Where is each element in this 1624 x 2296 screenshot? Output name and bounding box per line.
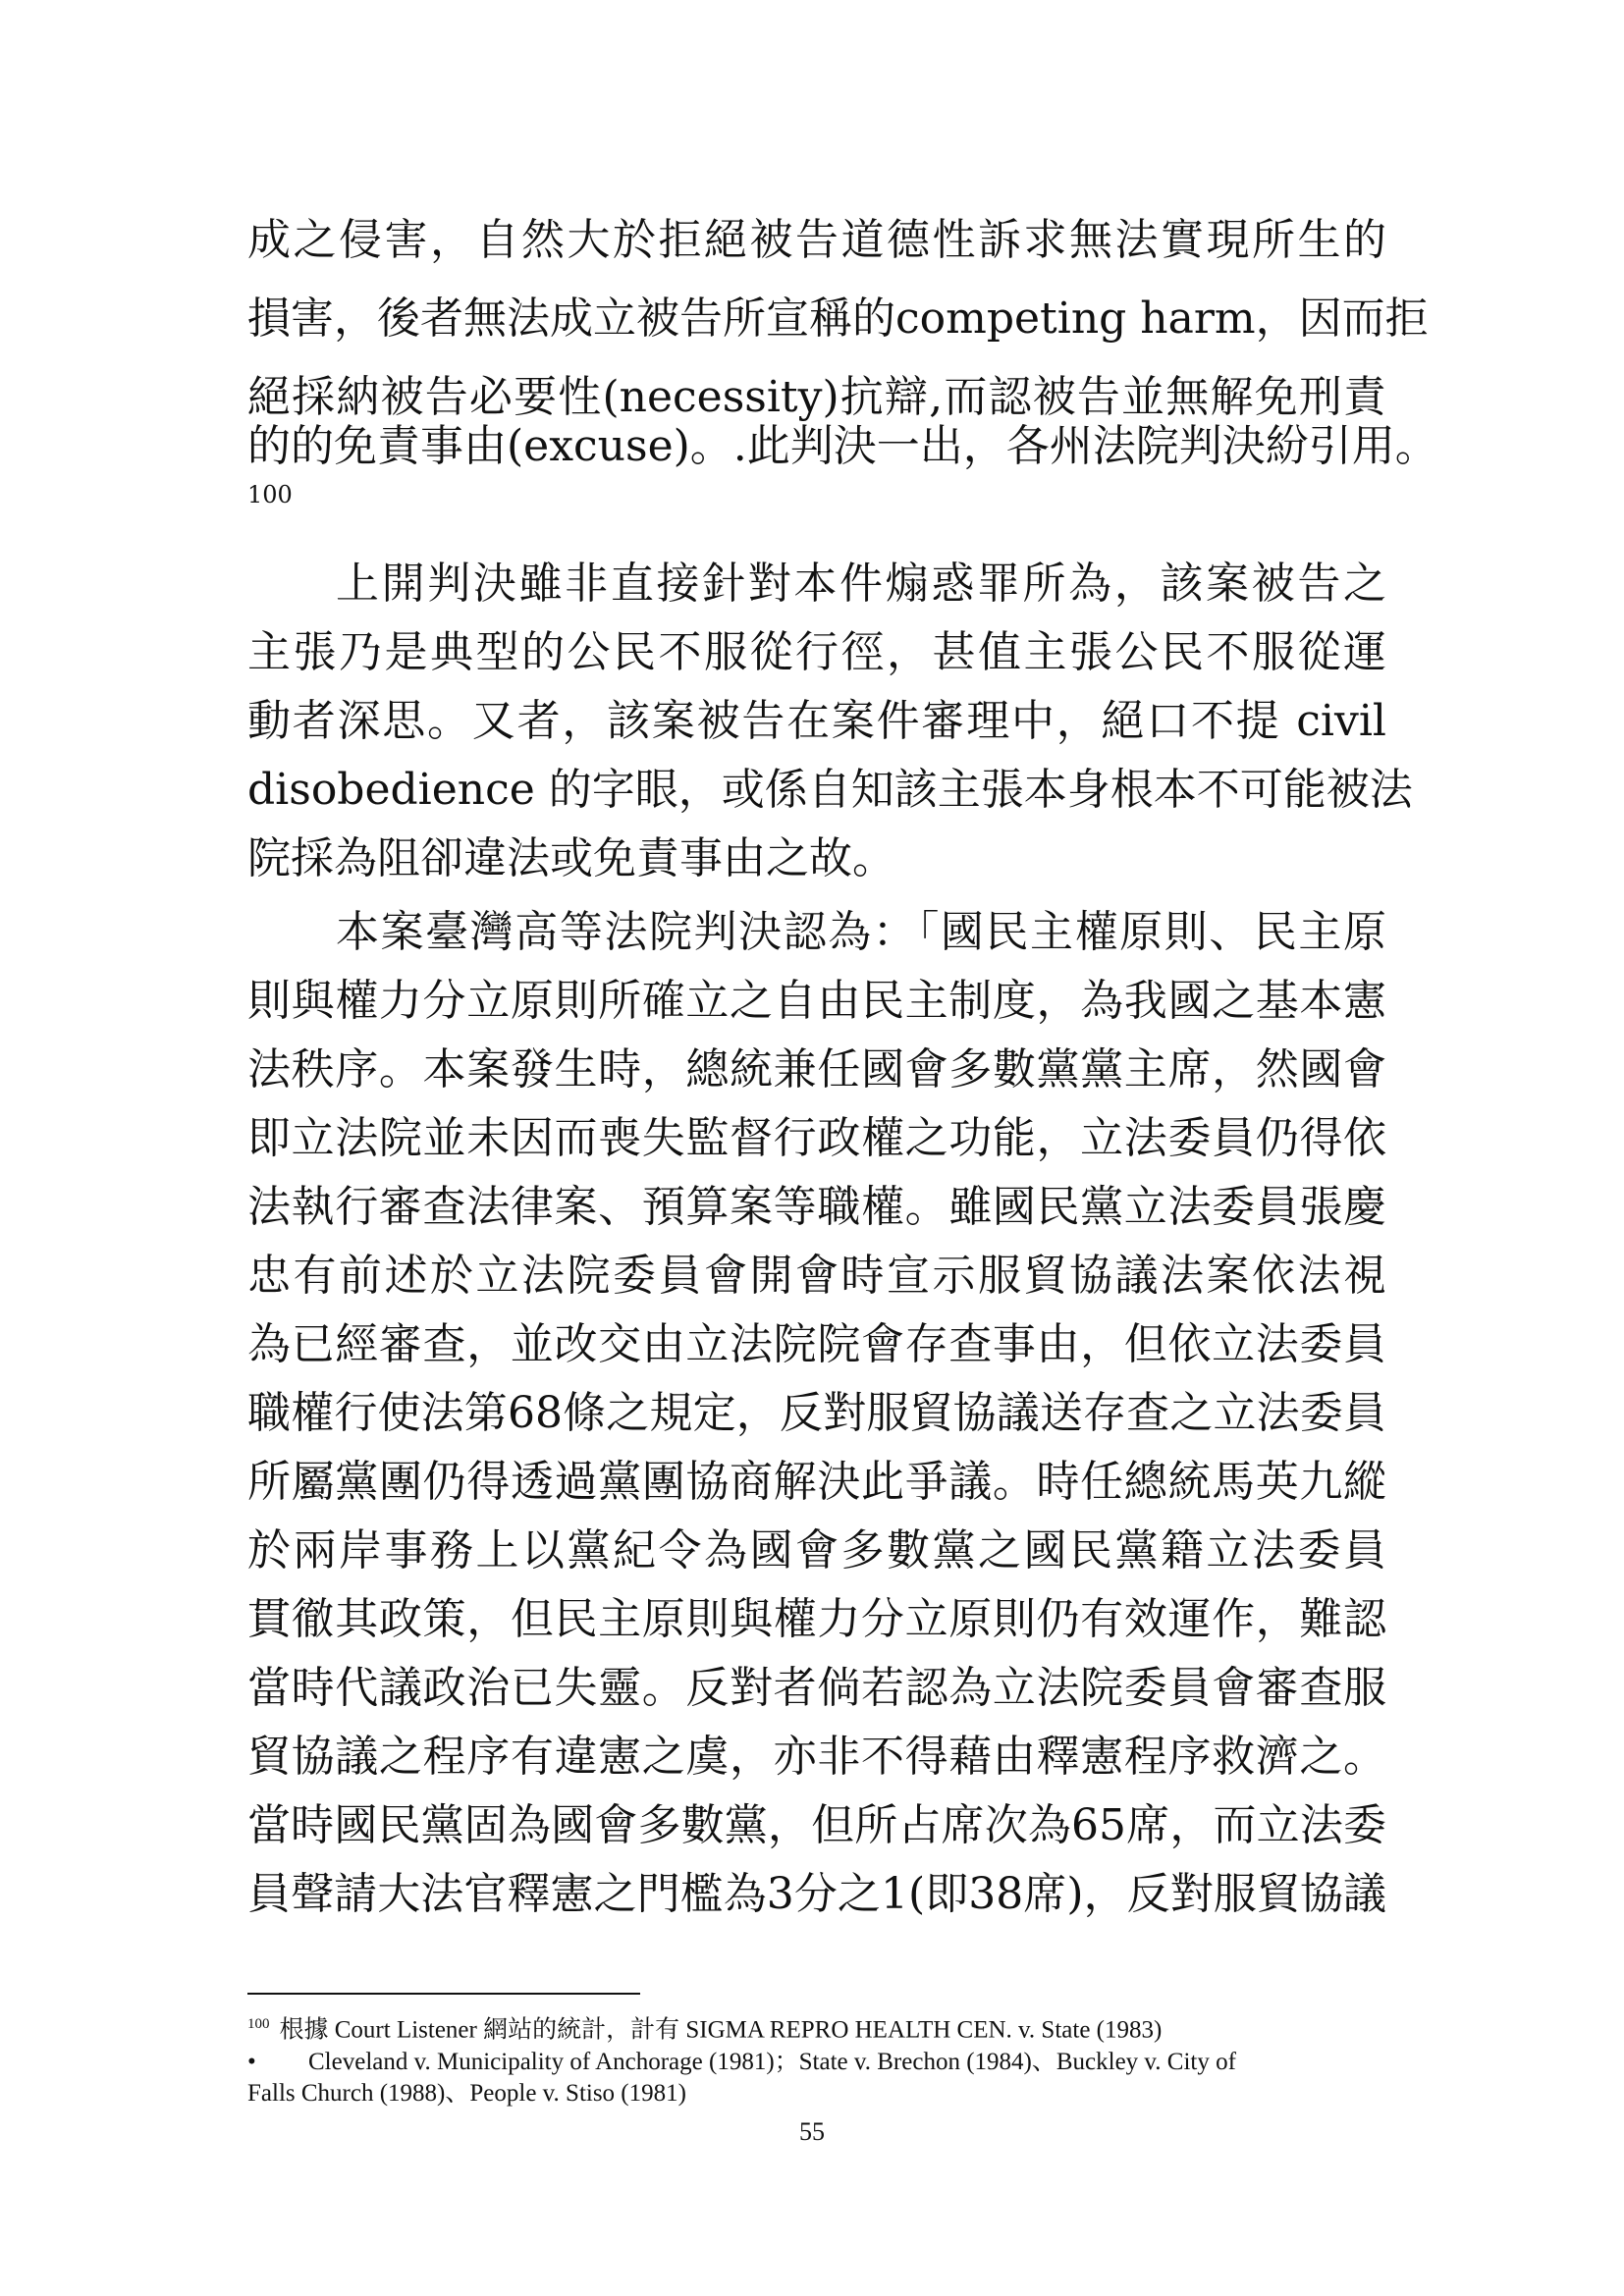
paragraph-3-line-2: 則與權力分立原則所確立之自由民主制度，為我國之基本憲: [247, 976, 1386, 1026]
footnote-100-line-1: [247, 2008, 1386, 2046]
paragraph-2-line-5: 院採為阻卻違法或免責事由之故。: [247, 833, 895, 883]
paragraph-3-line-11: 貫徹其政策，但民主原則與權力分立原則仍有效運作，難認: [247, 1594, 1386, 1644]
footnote-text-line-2: Cleveland v. Municipality of Anchorage (1981)；State v. Brechon (1984)、Buckley v. City of: [308, 2049, 1236, 2075]
paragraph-3-line-6: 忠有前述於立法院委員會開會時宣示服貿協議法案依法視: [247, 1251, 1386, 1301]
bullet-icon: •: [247, 2049, 256, 2075]
paragraph-2-line-3: 動者深思。又者，該案被告在案件審理中，絕口不提 civil: [247, 696, 1386, 746]
paragraph-1-line-3: 絕採納被告必要性(necessity)抗辯,而認被告並無解免刑責: [247, 372, 1386, 422]
paragraph-3-line-10: 於兩岸事務上以黨紀令為國會多數黨之國民黨籍立法委員: [247, 1525, 1386, 1575]
paragraph-3-line-5: 法執行審查法律案、預算案等職權。雖國民黨立法委員張慶: [247, 1182, 1386, 1232]
paragraph-3-line-15: 員聲請大法官釋憲之門檻為3分之1(即38席)，反對服貿協議: [247, 1869, 1386, 1919]
footnote-reference[interactable]: 100: [247, 481, 293, 508]
paragraph-1-line-1: 成之侵害，自然大於拒絕被告道德性訴求無法實現所生的: [247, 215, 1386, 265]
page-number: 55: [799, 2117, 825, 2146]
paragraph-3-line-7: 為已經審查，並改交由立法院院會存查事由，但依立法委員: [247, 1319, 1386, 1369]
paragraph-1-line-4: 的的免責事由(excuse)。.此判決一出，各州法院判決紛引用。: [247, 421, 1438, 471]
footnote-100-line-3: Falls Church (1988)、People v. Stiso (1981): [247, 2080, 686, 2107]
paragraph-1-line-2: 損害，後者無法成立被告所宣稱的competing harm，因而拒: [247, 294, 1429, 344]
paragraph-3-line-1: 本案臺灣高等法院判決認為：「國民主權原則、民主原: [336, 907, 1386, 957]
paragraph-2-line-2: 主張乃是典型的公民不服從行徑，甚值主張公民不服從運: [247, 627, 1386, 677]
paragraph-3-line-13: 貿協議之程序有違憲之虞，亦非不得藉由釋憲程序救濟之。: [247, 1732, 1386, 1782]
paragraph-2-line-1: 上開判決雖非直接針對本件煽惑罪所為，該案被告之: [336, 559, 1386, 609]
paragraph-3-line-8: 職權行使法第68條之規定，反對服貿協議送存查之立法委員: [247, 1388, 1386, 1438]
paragraph-3-line-9: 所屬黨團仍得透過黨團協商解決此爭議。時任總統馬英九縱: [247, 1457, 1386, 1507]
paragraph-3-line-3: 法秩序。本案發生時，總統兼任國會多數黨黨主席，然國會: [247, 1044, 1386, 1095]
paragraph-3-line-14: 當時國民黨固為國會多數黨，但所占席次為65席，而立法委: [247, 1800, 1386, 1850]
paragraph-2-line-4: disobedience 的字眼，或係自知該主張本身根本不可能被法: [247, 765, 1413, 815]
footnote-text-line-1: 根據 Court Listener 網站的統計，計有 SIGMA REPRO HEALTH CEN. v. State (1983): [279, 2016, 1163, 2044]
paragraph-3-line-12: 當時代議政治已失靈。反對者倘若認為立法院委員會審查服: [247, 1663, 1386, 1713]
footnote-number: 100: [247, 2016, 270, 2032]
footnote-separator: [247, 1993, 640, 1995]
paragraph-3-line-4: 即立法院並未因而喪失監督行政權之功能，立法委員仍得依: [247, 1113, 1386, 1163]
footnote-100-line-2: [247, 2047, 1386, 2078]
